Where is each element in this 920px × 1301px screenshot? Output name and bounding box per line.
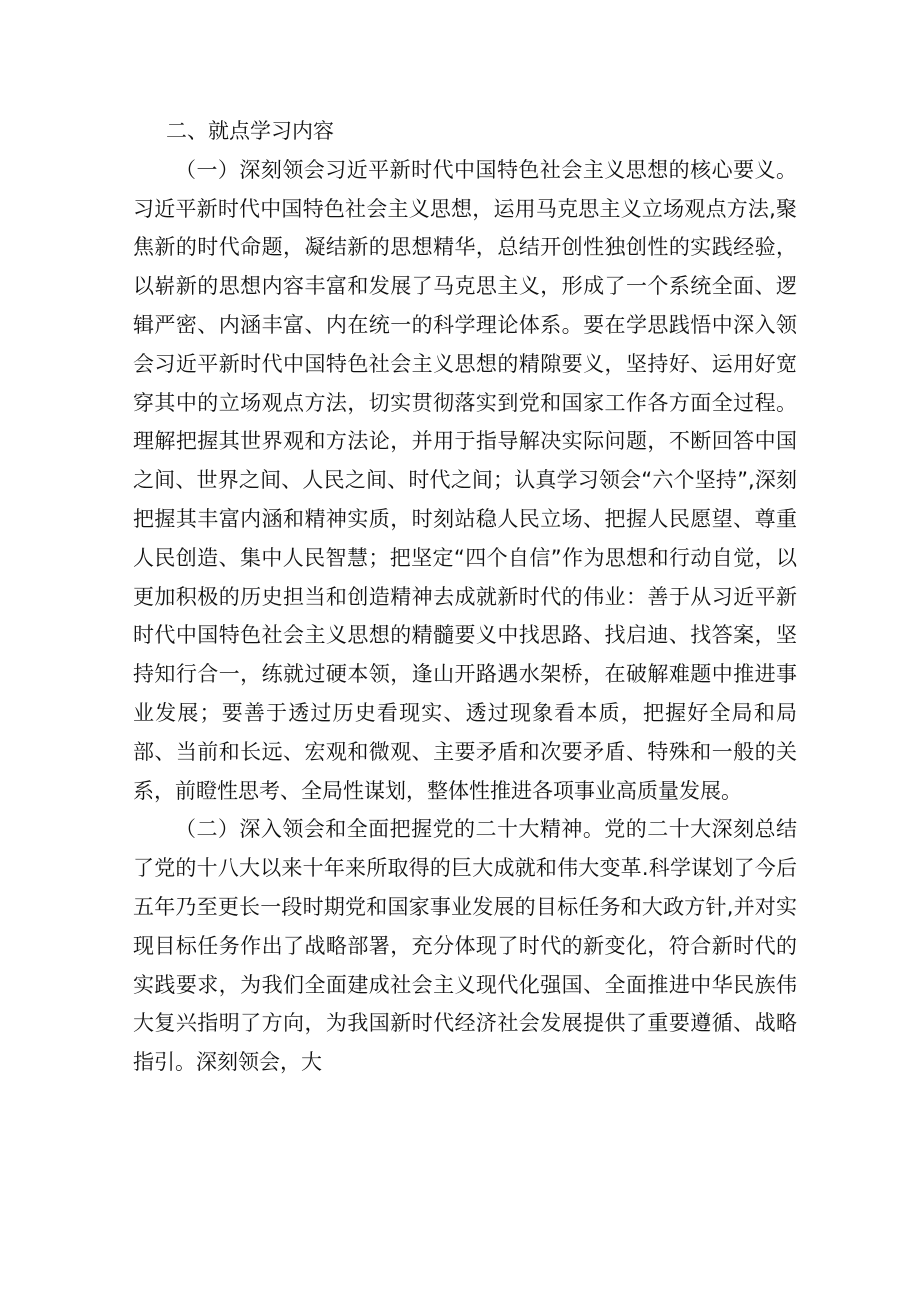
paragraph-subheading: （二）深入领会和全面把握党的二十大精神。	[175, 817, 605, 842]
paragraph-text: 习近平新时代中国特色社会主义思想，运用马克思主义立场观点方法,聚焦新的时代命题，凝结新的思想精华，总结开创性独创性的实践经验，以崭新的思想内容丰富和发展了马克思主义，形成了一个系统全面、逻辑严密、内涵丰富、内在统一的科学理论体系。要在学思践悟中深入领会习近平新时代中国特色社会主义思想的精隙要义，坚持好、运用好宽穿其中的立场观点方法，切实贯彻落实到党和国家工作各方面全过程。理解把握其世界观和方法论，并用于指导解决实际问题，不断回答中国之间、世界之间、人民之间、时代之间；认真学习领会“六个坚持”,深刻把握其丰富内涵和精神实质，时刻站稳人民立场、把握人民愿望、尊重人民创造、集中人民智慧；把坚定“四个自信”作为思想和行动自觉，以更加积极的历史担当和创造精神去成就新时代的伟业：善于从习近平新时代中国特色社会主义思想的精髓要义中找思路、找启迪、找答案，坚持知行合一，练就过硬本领，逢山开路遇水架桥，在破解难题中推进事业发展；要善于透过历史看现实、透过现象看本质，把握好全局和局部、当前和长远、宏观和微观、主要矛盾和次要矛盾、特殊和一般的关系，前瞪性思考、全局性谋划，整体性推进各项事业高质量发展。	[133, 196, 797, 803]
paragraph-subheading: （一）深刻领会习近平新时代中国特色社会主义思想的核心要义。	[175, 157, 797, 182]
paragraph-core-thought	[133, 151, 797, 811]
paragraph-twentieth-congress	[133, 810, 797, 1082]
document-body	[133, 112, 797, 1082]
section-heading: 二、就点学习内容	[166, 119, 334, 143]
paragraph-text: 党的二十大深刻总结了党的十八大以来十年来所取得的巨大成就和伟大变革.科学谋划了今后五年乃至更长一段时期党和国家事业发展的目标任务和大政方针,并对实现目标任务作出了战略部署，充分体现了时代的新变化，符合新时代的实践要求，为我们全面建成社会主义现代化强国、全面推进中华民族伟大复兴指明了方向，为我国新时代经济社会发展提供了重要遵循、战略指引。深刻领会，大	[133, 817, 798, 1075]
